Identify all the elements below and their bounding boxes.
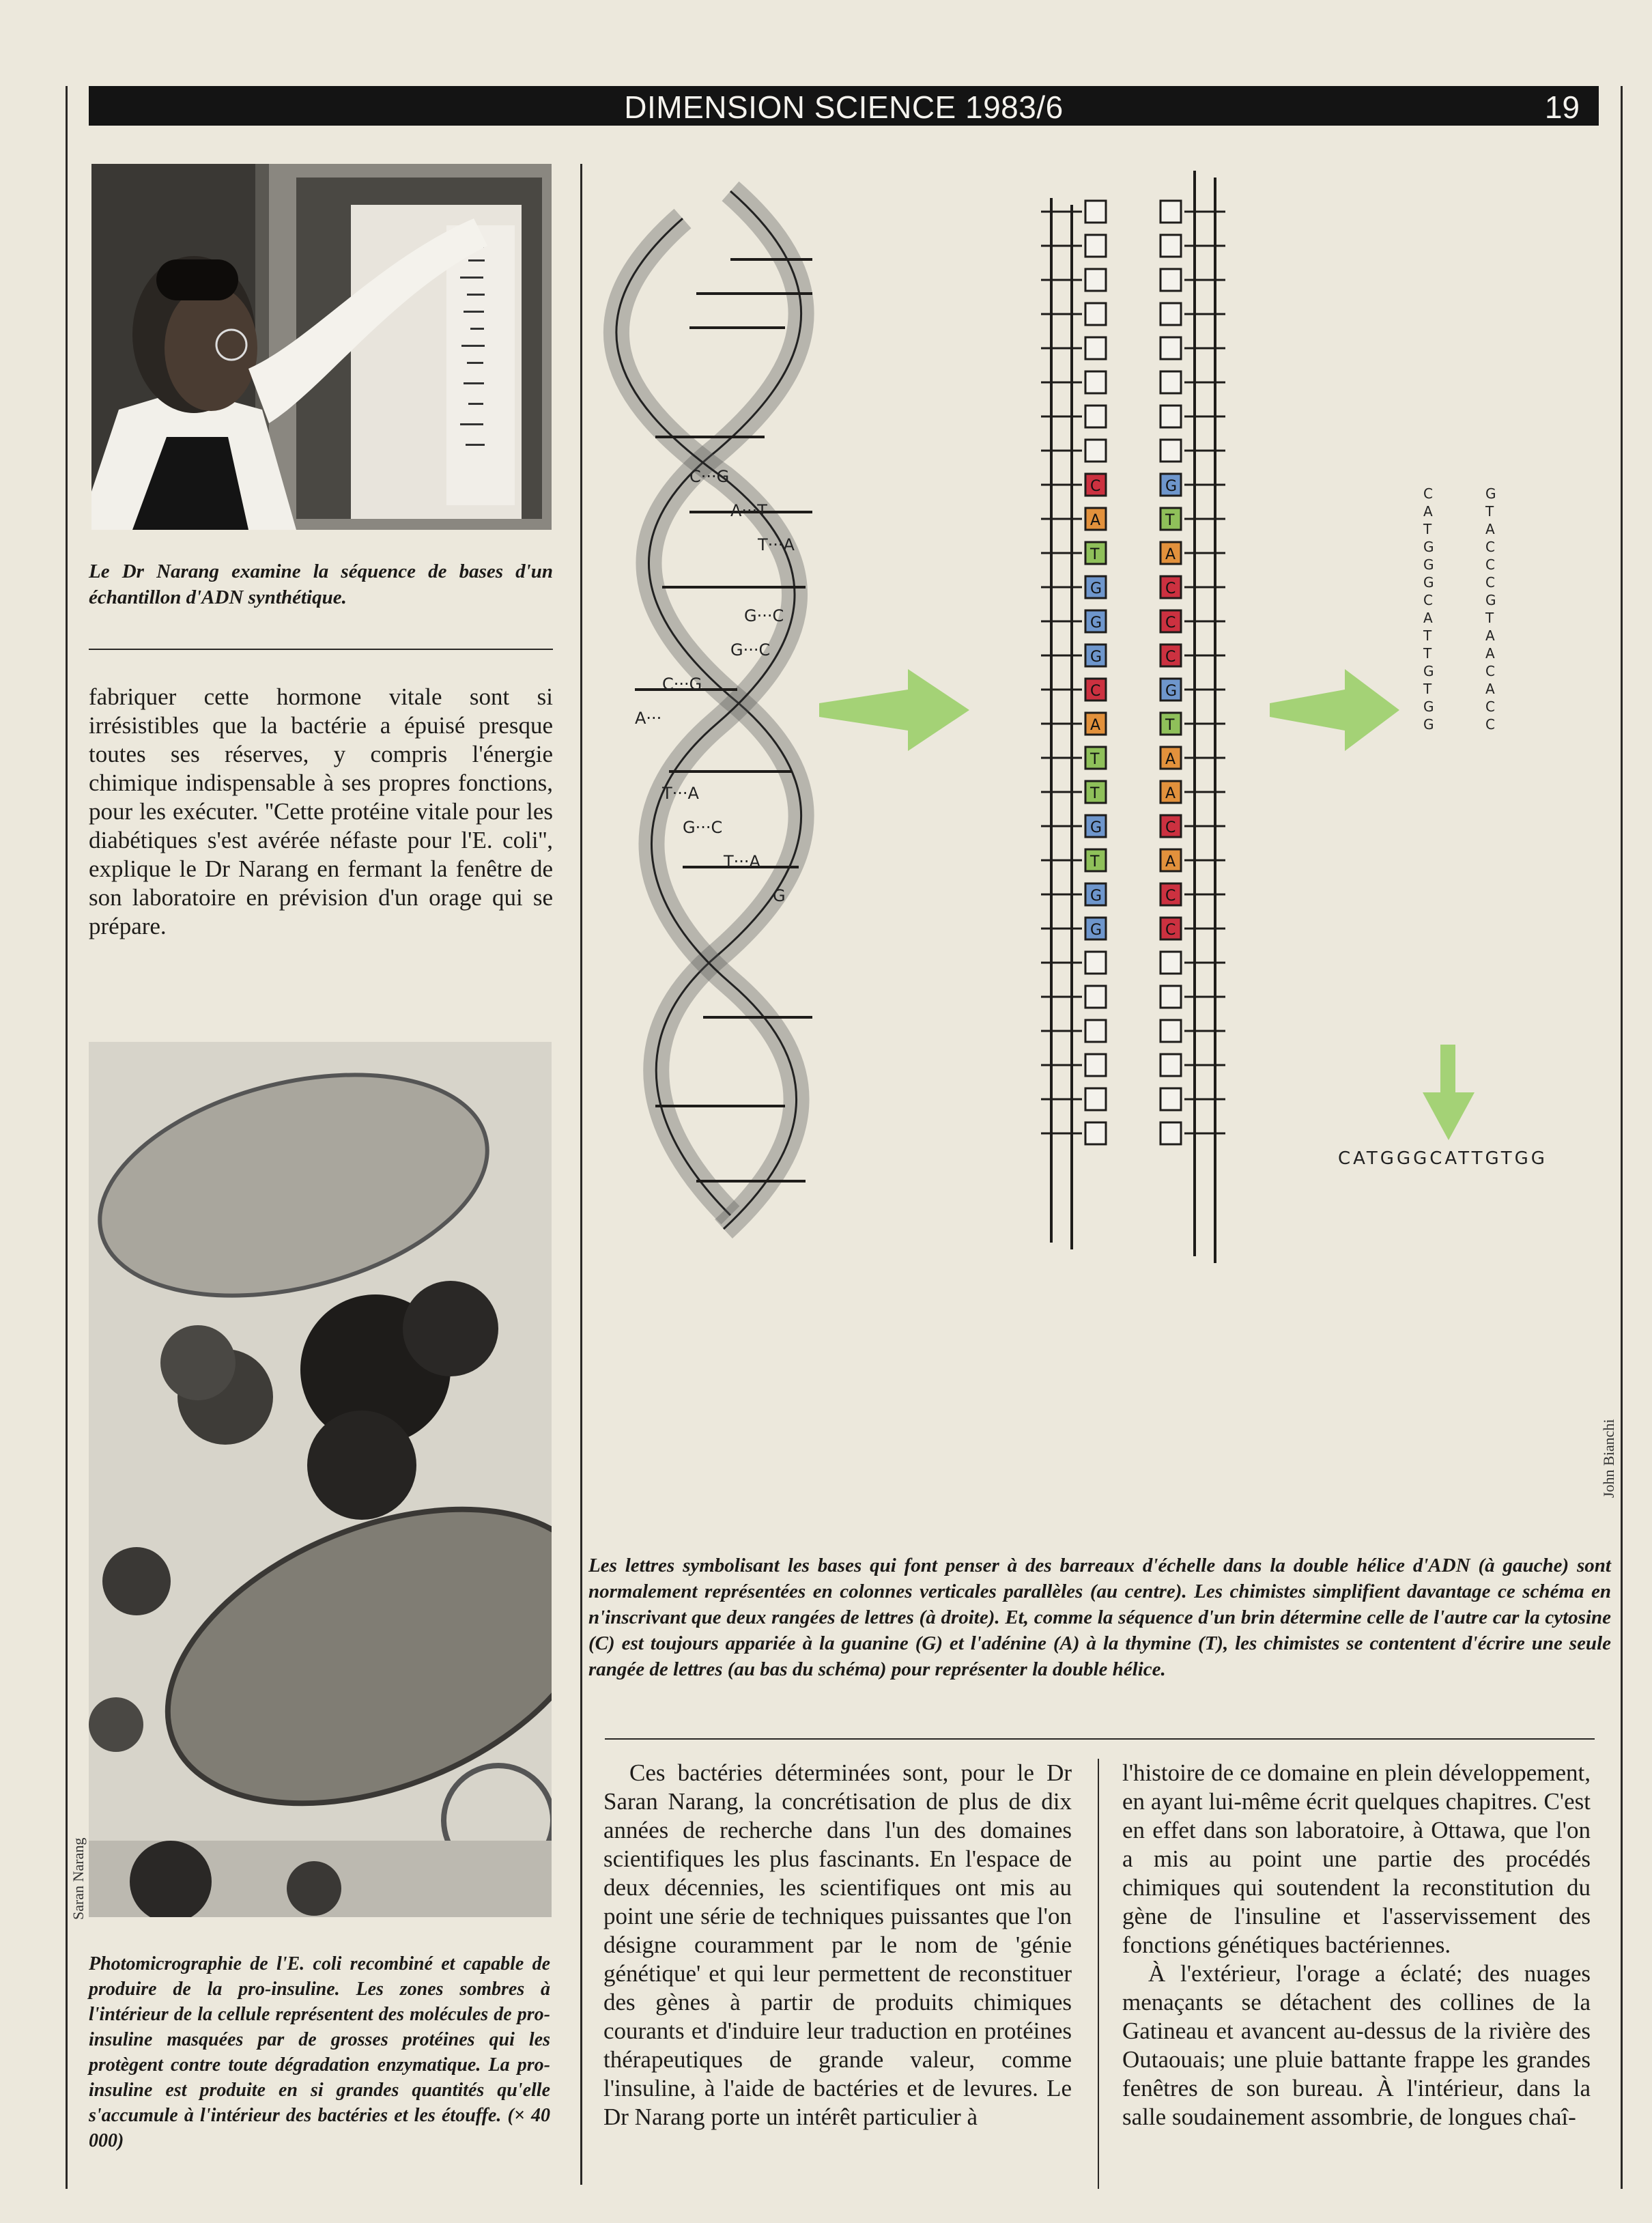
diagram-caption: Les lettres symbolisant les bases qui font penser à des barreaux d'échelle dans la double hélice d'ADN (à gauche) sont normalement représentées en colonnes verticales parallèles (au centre). Les chimistes simplifient davantage ce schéma en n'inscrivant que deux rangées de lettres (à droite). Et, comme la séquence d'un brin détermine celle de l'autre car la cytosine (C) est toujours appariée à la guanine (G) et l'adénine (A) à la thymine (T), les chimistes se contentent d'écrire une seule rangée de lettres (au bas du schéma) pour représenter la double hélice.	[588, 1555, 1611, 1680]
helix-pair: G	[773, 886, 786, 905]
helix-pair: C···G	[689, 467, 730, 486]
ladder-base-letter: C	[1165, 888, 1176, 905]
ladder-base-letter: C	[1165, 614, 1176, 632]
ladder-base-letter: G	[1165, 683, 1178, 700]
strand-base-letter: C	[1423, 485, 1433, 502]
ladder-rung-box	[1160, 952, 1181, 974]
right-column-paragraph: À l'extérieur, l'orage a éclaté; des nuages menaçants se détachent des collines de la Gatineau et avancent au-dessus de la rivière des Outaouais; une pluie battante frappe les grandes fenêtres de son bureau. À l'intérieur, dans la salle soudainement assombrie, de longues chaî-	[1122, 1960, 1591, 2130]
strand-base-letter: A	[1423, 503, 1433, 520]
scientist-photo	[91, 164, 552, 530]
micrograph-credit: Saran Narang	[70, 1837, 87, 1920]
ladder-rung-box	[1160, 1054, 1181, 1076]
ladder-base-letter: A	[1165, 751, 1176, 768]
strand-base-letter: G	[1485, 485, 1496, 502]
ladder-rung-box	[1085, 337, 1106, 359]
ladder-base-letter: C	[1090, 478, 1101, 495]
ladder-rung-box	[1085, 201, 1106, 223]
helix-pair: G···C	[744, 606, 784, 625]
strand-base-letter: C	[1485, 574, 1495, 591]
helix-pair: G···C	[730, 640, 771, 660]
column-divider	[580, 164, 582, 2185]
strand-base-letter: G	[1485, 592, 1496, 608]
arrow-down-icon	[1423, 1045, 1475, 1140]
ladder-rung-box	[1085, 235, 1106, 257]
strand-base-letter: T	[1423, 521, 1432, 537]
ladder-base-letter: C	[1165, 922, 1176, 939]
micrograph-caption: Photomicrographie de l'E. coli recombiné et capable de produire de la pro-insuline. Les zones sombres à l'intérieur de la cellule représentent des molécules de pro-insuline masquées par de grosses protéines qui les protègent contre toute dégradation enzymatique. La pro-insuline est produite en si grandes quantités qu'elle s'accumule à l'intérieur des bactéries et les étouffe. (× 40 000)	[89, 1953, 550, 2151]
micrograph-photo	[89, 1042, 552, 1917]
ladder-base-letter: T	[1090, 751, 1100, 768]
helix-pair: T···A	[662, 784, 699, 803]
letter-strand-right	[1485, 485, 1496, 733]
ladder-rung-box	[1085, 1122, 1106, 1144]
strand-base-letter: T	[1485, 610, 1494, 626]
ladder-rung-box	[1085, 952, 1106, 974]
ladder-base-letter: G	[1090, 888, 1102, 905]
helix-pair: A···T	[730, 501, 767, 520]
ladder-base-letter: G	[1165, 478, 1178, 495]
scientist-photo-image	[91, 164, 552, 530]
ladder-base-letter: G	[1090, 580, 1102, 597]
ladder-rung-box	[1085, 269, 1106, 291]
ladder-base-letter: A	[1165, 853, 1176, 870]
ladder-rung-box	[1160, 986, 1181, 1008]
right-column-text	[1122, 1759, 1591, 2132]
helix-pair: T···A	[758, 535, 795, 554]
strand-base-letter: G	[1423, 556, 1434, 573]
strand-base-letter: T	[1423, 645, 1432, 662]
caption-separator	[605, 1738, 1595, 1740]
ladder-rung-box	[1160, 269, 1181, 291]
ladder-rung-box	[1160, 235, 1181, 257]
strand-base-letter: G	[1423, 698, 1434, 715]
ladder-rung-box	[1160, 201, 1181, 223]
strand-base-letter: G	[1423, 663, 1434, 679]
ladder-base-letter: T	[1165, 512, 1175, 529]
ladder-base-letter: A	[1090, 512, 1101, 529]
caption-separator	[89, 649, 553, 650]
ladder-base-letter: G	[1090, 649, 1102, 666]
helix-pair: C···G	[662, 675, 702, 694]
strand-base-letter: C	[1423, 592, 1433, 608]
ladder-rung-box	[1085, 1020, 1106, 1042]
strand-base-letter: A	[1485, 681, 1495, 697]
middle-column-text	[603, 1759, 1072, 2132]
ladder-rung-box	[1160, 303, 1181, 325]
helix-pair: G···C	[683, 818, 723, 837]
ladder-base-letter: T	[1165, 717, 1175, 734]
strand-base-letter: T	[1423, 681, 1432, 697]
ladder-rung-box	[1160, 406, 1181, 427]
strand-base-letter: C	[1485, 663, 1495, 679]
left-column-paragraph: fabriquer cette hormone vitale sont si irrésistibles que la bactérie a épuisé presque toutes ses réserves, y compris l'énergie chimique indispensable à ses propres fonctions, pour les exécuter. ''Cette protéine vitale pour les diabétiques s'est avérée néfaste pour l'E. coli'', explique le Dr Narang en fermant la fenêtre de son laboratoire en prévision d'un orage qui se prépare.	[89, 683, 553, 939]
strand-base-letter: A	[1423, 610, 1433, 626]
dna-diagram	[594, 150, 1611, 1311]
ladder-base-letter: C	[1090, 683, 1101, 700]
diagram-credit: John Bianchi	[1600, 1419, 1617, 1498]
ladder-base-letter: A	[1165, 546, 1176, 563]
ladder-rung-box	[1085, 440, 1106, 462]
strand-base-letter: A	[1485, 521, 1495, 537]
page-left-rule	[66, 86, 68, 2189]
page-right-rule	[1621, 86, 1623, 2189]
middle-column-paragraph: Ces bactéries déterminées sont, pour le Dr Saran Narang, la concrétisation de plus de dix années de recherche dans l'un des domaines scientifiques les plus fascinants. En l'espace de deux décennies, les scientifiques ont mis au point une série de techniques puissantes que l'on désigne couramment par le nom de 'génie génétique' et qui leur permettent de reconstituer des gènes à partir de produits chimiques courants et d'induire leur traduction en protéines thérapeutiques de grande valeur, comme l'insuline, à l'aide de bactéries et de levures. Le Dr Narang porte un intérêt particulier à	[603, 1759, 1072, 2130]
ladder-base-letter: T	[1090, 785, 1100, 802]
strand-base-letter: T	[1423, 627, 1432, 644]
helix-pair: A···	[635, 709, 662, 728]
ladder-rung-box	[1085, 1088, 1106, 1110]
magazine-title: DIMENSION SCIENCE 1983/6	[624, 89, 1064, 125]
column-divider	[1098, 1759, 1099, 2189]
ladder-base-letter: G	[1090, 819, 1102, 836]
strand-base-letter: C	[1485, 539, 1495, 555]
ladder-base-letter: C	[1165, 580, 1176, 597]
ladder-rung-box	[1085, 1054, 1106, 1076]
ladder-base-letter: C	[1165, 819, 1176, 836]
single-strand-sequence: CATGGGCATTGTGG	[1338, 1148, 1548, 1169]
strand-base-letter: G	[1423, 716, 1434, 733]
arrow-right-icon	[1270, 669, 1399, 751]
strand-base-letter: G	[1423, 574, 1434, 591]
ladder-base-letter: G	[1090, 614, 1102, 632]
ladder-rung-box	[1160, 371, 1181, 393]
ladder-base-letter: A	[1090, 717, 1101, 734]
ladder-base-letter: C	[1165, 649, 1176, 666]
scientist-photo-caption: Le Dr Narang examine la séquence de bases d'un échantillon d'ADN synthétique.	[89, 561, 553, 608]
page-number: 19	[1544, 89, 1580, 125]
left-column-text	[89, 683, 553, 941]
right-column-paragraph: l'histoire de ce domaine en plein développement, en ayant lui-même écrit quelques chapitres. C'est en effet dans son laboratoire, à Ottawa, que l'on a mis au point une partie des procédés chimiques qui soutendent la reconstitution du gène de l'insuline et l'asservissement des fonctions génétiques bactériennes.	[1122, 1759, 1591, 1958]
ladder-rung-box	[1085, 406, 1106, 427]
ladder-base-letter: G	[1090, 922, 1102, 939]
helix-pair: T···A	[724, 852, 760, 871]
ladder-rung-box	[1160, 440, 1181, 462]
ladder-rung-box	[1160, 337, 1181, 359]
micrograph-image	[89, 1042, 552, 1917]
arrow-right-icon	[819, 669, 969, 751]
strand-base-letter: C	[1485, 716, 1495, 733]
ladder-base-letter: A	[1165, 785, 1176, 802]
ladder-rung-box	[1085, 371, 1106, 393]
ladder-base-letter: T	[1090, 853, 1100, 870]
strand-base-letter: T	[1485, 503, 1494, 520]
strand-base-letter: G	[1423, 539, 1434, 555]
strand-base-letter: A	[1485, 627, 1495, 644]
strand-base-letter: A	[1485, 645, 1495, 662]
ladder-rung-box	[1160, 1088, 1181, 1110]
page-header	[89, 86, 1599, 126]
ladder-base-letter: T	[1090, 546, 1100, 563]
ladder-rung-box	[1085, 303, 1106, 325]
letter-strand-left	[1423, 485, 1434, 733]
ladder-rung-box	[1085, 986, 1106, 1008]
ladder-rung-box	[1160, 1122, 1181, 1144]
strand-base-letter: C	[1485, 556, 1495, 573]
strand-base-letter: C	[1485, 698, 1495, 715]
ladder-rung-box	[1160, 1020, 1181, 1042]
